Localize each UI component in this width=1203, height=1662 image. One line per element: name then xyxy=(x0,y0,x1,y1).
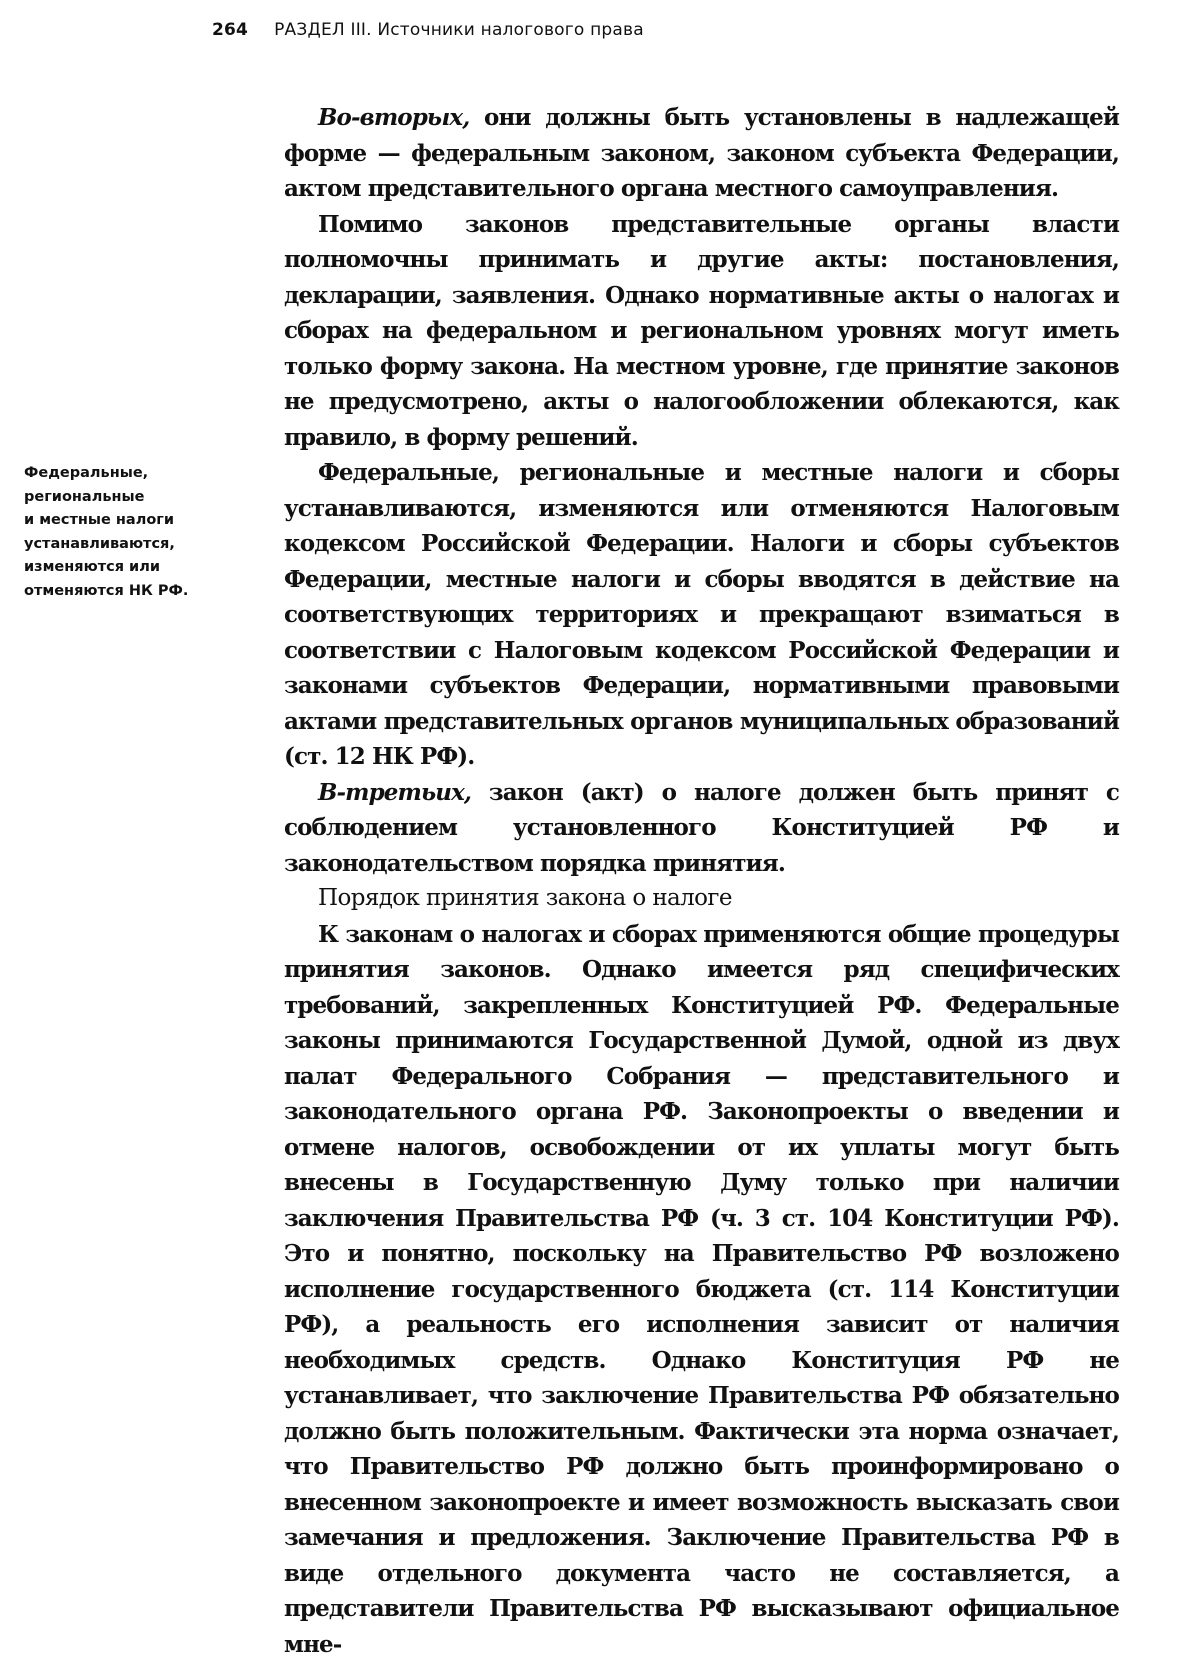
paragraph-text: закон (акт) о налоге должен быть принят с соблюдением установленного Конституцией РФ и законодательством порядка принятия. xyxy=(284,779,1119,877)
paragraph-other-acts: Помимо законов представительные органы власти полномочны принимать и другие акты: постановления, декларации, заявления. Однако нормативные акты о налогах и сборах на федеральном и региональном уровнях могут иметь только форму закона. На местном уровне, где принятие законов не предусмотрено, акты о налогообложении облекаются, как правило, в форму решений. xyxy=(284,207,1119,456)
paragraph-tax-code: Федеральные, региональные и местные налоги и сборы устанавливаются, изменяются или отменяются Налоговым кодексом Российской Федерации. Налоги и сборы субъектов Федерации, местные налоги и сборы вводятся в действие на соответствующих территориях и прекращают взиматься в соответствии с Налоговым кодексом Российской Федерации и законами субъектов Федерации, нормативными правовыми актами представительных органов муниципальных образований (ст. 12 НК РФ). xyxy=(284,455,1119,775)
paragraph-second-requirement xyxy=(284,100,1119,207)
paragraph-text: они должны быть установлены в надлежащей форме — федеральным законом, законом субъекта Федерации, актом представительного органа местного самоуправления. xyxy=(284,104,1119,202)
page-number: 264 xyxy=(212,20,248,40)
running-head xyxy=(212,20,644,40)
paragraph-lead-thirdly: В-третьих, xyxy=(318,779,471,806)
margin-note: Федеральные, региональные и местные налоги устанавливаются, изменяются или отменяются НК РФ. xyxy=(24,462,249,603)
paragraph-third-requirement xyxy=(284,775,1119,882)
subheading: Порядок принятия закона о налоге xyxy=(284,881,1119,917)
section-title: РАЗДЕЛ III. Источники налогового права xyxy=(274,20,644,40)
paragraph-procedure: К законам о налогах и сборах применяются общие процедуры принятия законов. Однако имеется ряд специфических требований, закрепленных Конституцией РФ. Федеральные законы принимаются Государственной Думой, одной из двух палат Федерального Собрания — представительного и законодательного органа РФ. Законопроекты о введении и отмене налогов, освобождении от их уплаты могут быть внесены в Государственную Думу только при наличии заключения Правительства РФ (ч. 3 ст. 104 Конституции РФ). Это и понятно, поскольку на Правительство РФ возложено исполнение государственного бюджета (ст. 114 Конституции РФ), а реальность его исполнения зависит от наличия необходимых средств. Однако Конституция РФ не устанавливает, что заключение Правительства РФ обязательно должно быть положительным. Фактически эта норма означает, что Правительство РФ должно быть проинформировано о внесенном законопроекте и имеет возможность высказать свои замечания и предложения. Заключение Правительства РФ в виде отдельного документа часто не составляется, а представители Правительства РФ высказывают официальное мне- xyxy=(284,917,1119,1662)
body-text xyxy=(284,100,1119,1662)
paragraph-lead-secondly: Во-вторых, xyxy=(318,104,469,131)
